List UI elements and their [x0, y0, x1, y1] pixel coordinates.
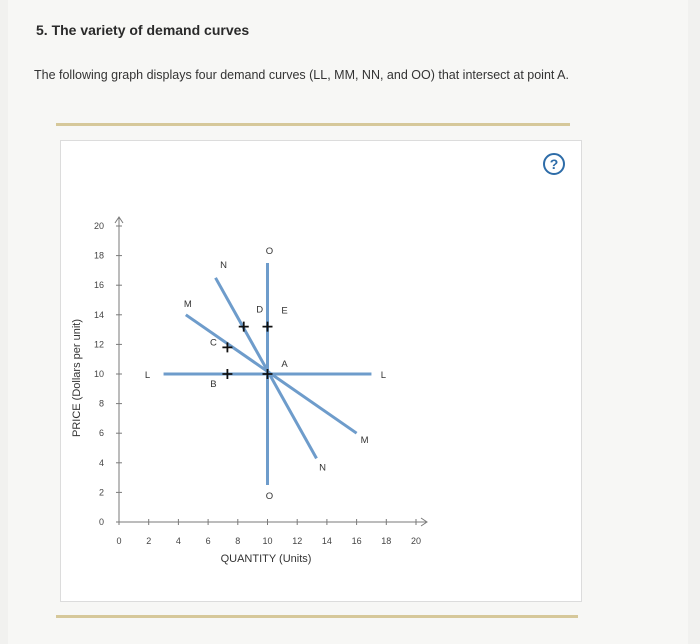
curve-OO-start-label: O — [265, 246, 274, 257]
y-tick-label-3: 6 — [98, 428, 104, 439]
question-title: 5. The variety of demand curves — [36, 22, 250, 38]
x-tick-label-3: 6 — [205, 536, 211, 546]
y-tick-label-8: 16 — [93, 280, 104, 291]
x-tick-label-6: 12 — [292, 536, 303, 546]
bottom-divider — [56, 615, 578, 618]
point-D-label: D — [256, 304, 264, 316]
x-tick-label-0: 0 — [116, 536, 122, 546]
curve-NN-end-label: N — [319, 462, 326, 474]
curve-LL-end-label: L — [380, 370, 387, 381]
curve-MM-end-label: M — [360, 435, 369, 447]
x-tick-label-9: 18 — [381, 536, 392, 546]
y-tick-label-0: 0 — [98, 517, 104, 527]
point-E-marker — [263, 322, 273, 332]
x-tick-label-7: 14 — [321, 536, 332, 546]
y-tick-label-5: 10 — [93, 369, 104, 379]
y-tick-label-1: 2 — [98, 487, 104, 498]
question-text: The following graph displays four demand curves (LL, MM, NN, and OO) that intersect at point A. — [34, 68, 569, 82]
y-tick-label-10: 20 — [93, 221, 104, 231]
point-A-label: A — [281, 359, 288, 370]
point-B-label: B — [210, 379, 217, 390]
curve-LL-start-label: L — [144, 370, 151, 381]
y-tick-label-7: 14 — [93, 309, 104, 320]
x-tick-label-5: 10 — [262, 536, 273, 546]
question-mark-help-icon[interactable]: ? — [543, 153, 565, 175]
point-E-label: E — [281, 305, 288, 317]
x-tick-label-8: 16 — [351, 536, 362, 546]
x-tick-label-4: 8 — [235, 536, 241, 546]
x-axis-title: QUANTITY (Units) — [220, 553, 312, 565]
y-tick-label-6: 12 — [93, 339, 104, 350]
y-tick-label-9: 18 — [93, 250, 104, 261]
y-tick-label-2: 4 — [98, 457, 104, 468]
point-B-marker — [222, 369, 232, 379]
curve-OO-end-label: O — [265, 491, 274, 502]
y-tick-label-4: 8 — [98, 398, 104, 409]
x-tick-label-1: 2 — [146, 536, 152, 546]
curve-NN-start-label: N — [220, 259, 227, 271]
x-tick-label-10: 20 — [410, 536, 422, 546]
curve-MM-start-label: M — [183, 298, 192, 310]
point-C-marker — [222, 342, 232, 352]
y-axis-title: PRICE (Dollars per unit) — [71, 319, 83, 437]
x-tick-label-2: 4 — [175, 536, 181, 546]
point-C-label: C — [209, 337, 217, 349]
